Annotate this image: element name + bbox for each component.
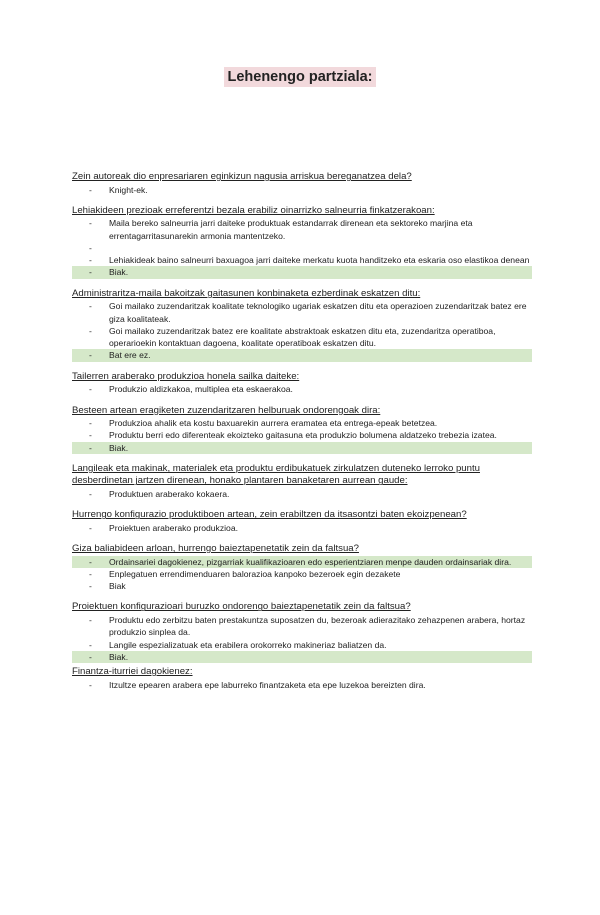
answer-list xyxy=(72,614,532,663)
answer-text: Enplegatuen errendimenduaren balorazioa kanpoko bezeroek egin dezakete xyxy=(109,568,401,579)
bullet-dash: - xyxy=(89,242,92,253)
answer-text: Maila bereko salneurria jarri daiteke produktuak estandarrak direnean eta sektoreko marjina eta errentagarritasunarekin armonia mantentzeko. xyxy=(109,218,473,241)
answer-item-correct xyxy=(72,556,532,568)
question-text: Giza baliabideen arloan, hurrengo baieztapenetatik zein da faltsua? xyxy=(72,543,359,555)
answer-list xyxy=(72,383,532,395)
bullet-dash: - xyxy=(89,184,92,195)
answer-text: Goi mailako zuzendaritzak koalitate teknologiko ugariak eskatzen ditu eta operazioen zuzendaritzak batez ere giza koalitateak. xyxy=(109,301,527,324)
bullet-dash: - xyxy=(89,442,92,453)
answer-item-correct xyxy=(72,266,532,278)
answer-text: Biak. xyxy=(109,442,129,453)
answer-item xyxy=(72,639,532,651)
bullet-dash: - xyxy=(89,679,92,690)
answer-text: Produktu edo zerbitzu baten prestakuntza suposatzen du, bezeroak adierazitako zehazpenen arabera, hortaz produkzio sinplea da. xyxy=(109,614,526,638)
question-list xyxy=(72,171,532,700)
answer-list xyxy=(72,300,532,361)
answer-text: Produkzioa ahalik eta kostu baxuarekin aurrera eramatea eta entrega-epeak betetzea. xyxy=(109,418,438,429)
bullet-dash: - xyxy=(89,556,92,567)
question-section xyxy=(72,509,532,534)
answer-text: Proiektuen araberako produkzioa. xyxy=(109,522,238,533)
bullet-dash: - xyxy=(89,325,92,336)
answer-text: Biak xyxy=(109,581,126,592)
answer-item xyxy=(72,429,532,441)
answer-item-correct xyxy=(72,651,532,663)
answer-item xyxy=(72,383,532,395)
bullet-dash: - xyxy=(89,267,92,278)
question-section xyxy=(72,405,532,454)
answer-list xyxy=(72,417,532,454)
answer-list xyxy=(72,488,532,500)
question-text: Hurrengo konfigurazio produktiboen artean, zein erabiltzen da itsasontzi baten ekoizpenean? xyxy=(72,509,467,521)
bullet-dash: - xyxy=(89,418,92,429)
bullet-dash: - xyxy=(89,301,92,312)
answer-text: Lehiakideak baino salneurri baxuagoa jarri daiteke merkatu kuota handitzeko eta eskaria oso elastikoa denean xyxy=(109,255,530,266)
question-section xyxy=(72,463,532,500)
answer-text: Produkzio aldizkakoa, multiplea eta eskaerakoa. xyxy=(109,384,293,395)
bullet-dash: - xyxy=(89,350,92,361)
answer-text: Biak. xyxy=(109,267,129,278)
answer-list xyxy=(72,184,532,196)
bullet-dash: - xyxy=(89,639,92,650)
question-text: Proiektuen konfigurazioari buruzko ondorengo baieztapenetatik zein da faltsua? xyxy=(72,601,411,613)
question-section xyxy=(72,666,532,691)
answer-item xyxy=(72,580,532,592)
answer-text: Langile espezializatuak eta erabilera orokorreko makineriaz baliatzen da. xyxy=(109,639,387,650)
document-page xyxy=(0,67,600,915)
bullet-dash: - xyxy=(89,651,92,662)
title-wrapper xyxy=(0,67,600,89)
bullet-dash: - xyxy=(89,430,92,441)
bullet-dash: - xyxy=(89,522,92,533)
answer-text: Produktu berri edo diferenteak ekoizteko gaitasuna eta produkzio bolumena aldatzeko trebezia izatea. xyxy=(109,430,497,441)
answer-item-correct xyxy=(72,349,532,361)
bullet-dash: - xyxy=(89,568,92,579)
answer-item xyxy=(72,184,532,196)
question-text: Tailerren araberako produkzioa honela sailka daiteke: xyxy=(72,370,300,382)
answer-text: Knight-ek. xyxy=(109,184,148,195)
bullet-dash: - xyxy=(89,488,92,499)
answer-item xyxy=(72,300,532,325)
answer-item xyxy=(72,417,532,429)
answer-item xyxy=(72,217,532,242)
question-section xyxy=(72,543,532,592)
answer-text: Goi mailako zuzendaritzak batez ere koalitate abstraktoak eskatzen ditu eta, zuzendaritza operatiboa, operarioekin kontaktuan dagoena, koalitate operatiboak eskatzen ditu. xyxy=(109,325,496,349)
question-text: Zein autoreak dio enpresariaren eginkizun nagusia arriskua bereganatzea dela? xyxy=(72,171,412,182)
bullet-dash: - xyxy=(89,218,92,229)
answer-list xyxy=(72,217,532,278)
question-section xyxy=(72,371,532,396)
question-section xyxy=(72,601,532,663)
answer-text: Biak. xyxy=(109,651,129,662)
page-title: Lehenengo partziala: xyxy=(224,67,375,87)
answer-item xyxy=(72,679,532,691)
answer-list xyxy=(72,556,532,593)
question-section xyxy=(72,288,532,362)
answer-list xyxy=(72,522,532,534)
answer-text: Itzultze epearen arabera epe laburreko finantzaketa eta epe luzekoa bereizten dira. xyxy=(109,679,426,690)
answer-text: Bat ere ez. xyxy=(109,350,151,361)
question-text: Lehiakideen prezioak erreferentzi bezala erabiliz oinarrizko salneurria finkatzerakoan: xyxy=(72,204,435,216)
answer-item xyxy=(72,614,532,639)
answer-text: Ordainsariei dagokienez, pizgarriak kualifikazioaren edo esperientziaren menpe dauden ordainsariak dira. xyxy=(109,556,512,567)
answer-item xyxy=(72,522,532,534)
question-section xyxy=(72,171,532,196)
answer-item xyxy=(72,325,532,350)
question-text: Besteen artean eragiketen zuzendaritzaren helburuak ondorengoak dira: xyxy=(72,404,381,416)
question-text: Administraritza-maila bakoitzak gaitasunen konbinaketa ezberdinak eskatzen ditu: xyxy=(72,287,421,299)
answer-item xyxy=(72,568,532,580)
question-text: Langileak eta makinak, materialek eta produktu erdibukatuek zirkulatzen duteneko lerroko puntu desberdinetan jartzen direnean, honako plantaren banaketaren aurrean gaude: xyxy=(72,462,480,487)
bullet-dash: - xyxy=(89,384,92,395)
question-text: Finantza-iturriei dagokienez: xyxy=(72,666,193,678)
bullet-dash: - xyxy=(89,581,92,592)
answer-text: Produktuen araberako kokaera. xyxy=(109,488,230,499)
question-section xyxy=(72,205,532,279)
bullet-dash: - xyxy=(89,614,92,625)
bullet-dash: - xyxy=(89,255,92,266)
answer-item xyxy=(72,242,532,254)
answer-item xyxy=(72,488,532,500)
answer-list xyxy=(72,679,532,691)
answer-item xyxy=(72,254,532,266)
answer-item-correct xyxy=(72,442,532,454)
